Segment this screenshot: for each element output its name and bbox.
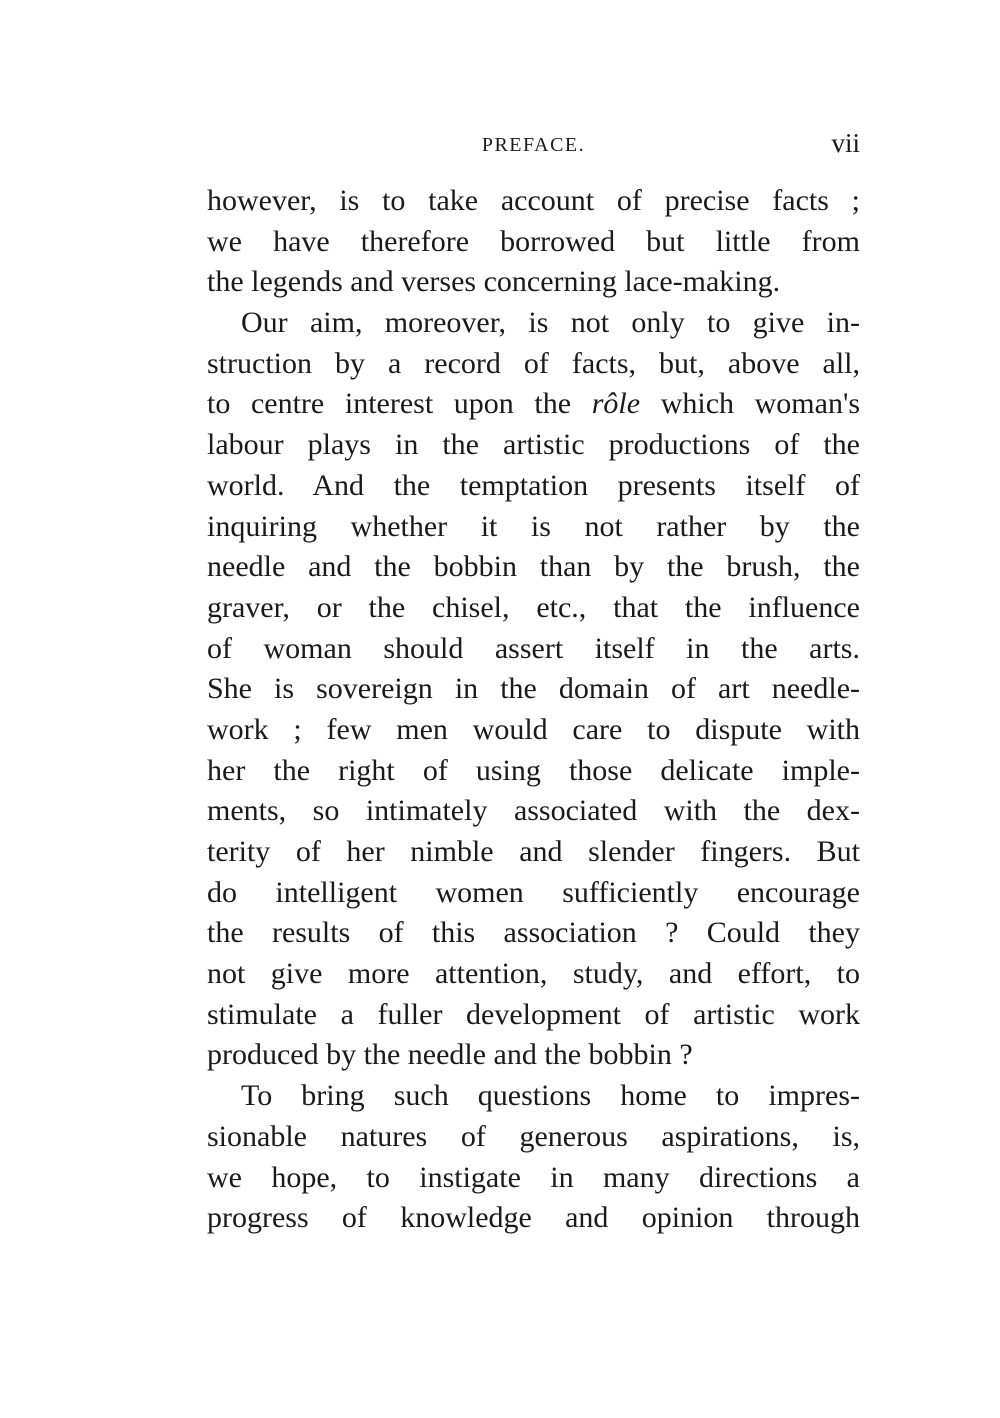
text-line: not give more attention, study, and effort, to — [207, 957, 860, 991]
text-segment: to centre interest upon the — [207, 387, 572, 421]
text-line: needle and the bobbin than by the brush, the — [207, 550, 860, 584]
text-line: her the right of using those delicate imple- — [207, 753, 860, 787]
text-line: sionable natures of generous aspirations, is, — [207, 1119, 860, 1153]
text-segment: which woman's — [660, 387, 861, 421]
text-line: however, is to take account of precise facts ; — [207, 184, 860, 217]
text-line: work ; few men would care to dispute with — [207, 712, 860, 746]
text-line: ments, so intimately associated with the dex- — [207, 794, 860, 828]
text-line: progress of knowledge and opinion through — [207, 1201, 860, 1235]
italic-word: rôle — [591, 387, 641, 421]
text-line: stimulate a fuller development of artistic work — [207, 997, 860, 1031]
text-line: graver, or the chisel, etc., that the influence — [207, 590, 860, 624]
text-line: the legends and verses concerning lace-making. — [207, 265, 781, 299]
text-line: world. And the temptation presents itself of — [207, 468, 860, 502]
body-text — [207, 181, 860, 1239]
text-line: produced by the needle and the bobbin ? — [207, 1038, 693, 1072]
running-head — [207, 128, 860, 164]
text-line-with-italic — [207, 384, 860, 425]
text-line: do intelligent women sufficiently encourage — [207, 875, 860, 909]
text-line: She is sovereign in the domain of art needle- — [207, 672, 860, 706]
text-line: of woman should assert itself in the arts. — [207, 631, 860, 665]
running-title: PREFACE. — [481, 134, 586, 156]
text-line: struction by a record of facts, but, above all, — [207, 346, 860, 380]
page-number: vii — [831, 128, 860, 158]
text-line: terity of her nimble and slender fingers. But — [207, 835, 860, 868]
text-line: we hope, to instigate in many directions a — [207, 1160, 860, 1194]
text-line: we have therefore borrowed but little from — [207, 224, 860, 258]
paragraph-first-line: Our aim, moreover, is not only to give in- — [241, 306, 860, 340]
text-line: the results of this association ? Could they — [207, 916, 860, 950]
text-line: labour plays in the artistic productions of the — [207, 428, 860, 462]
text-line: inquiring whether it is not rather by the — [207, 509, 860, 543]
paragraph-first-line: To bring such questions home to impres- — [241, 1079, 860, 1113]
